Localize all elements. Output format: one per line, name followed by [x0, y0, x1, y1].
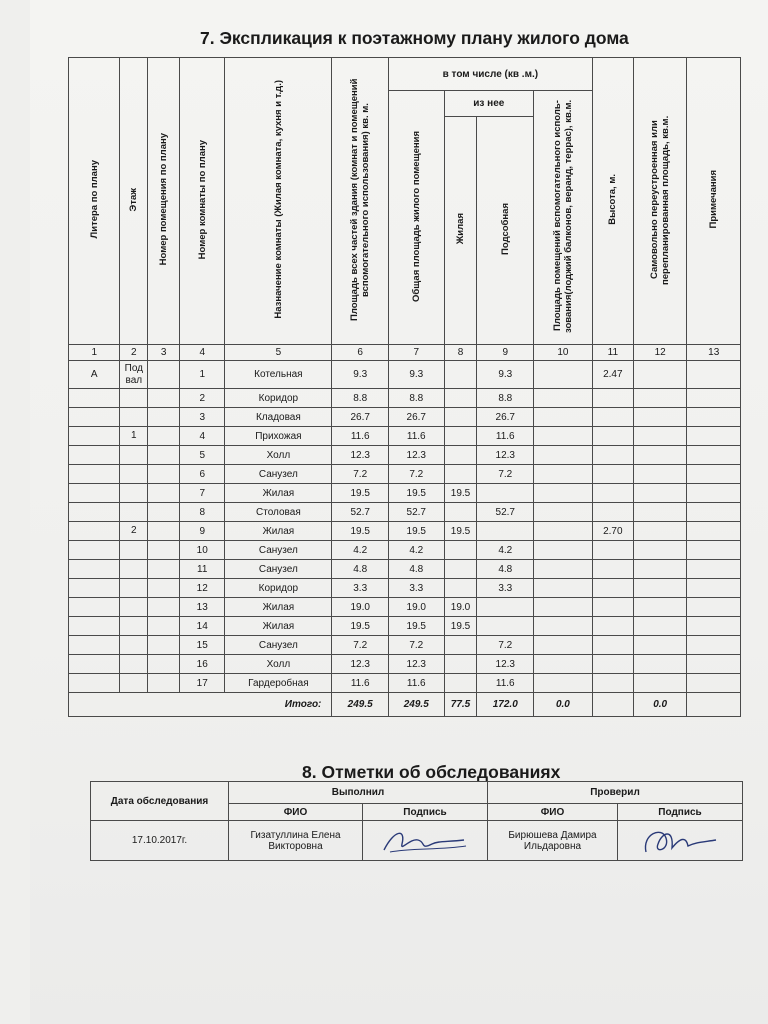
column-number-cell: 9 — [477, 345, 534, 361]
table-row — [69, 503, 741, 522]
utility-area-cell: 8.8 — [477, 389, 534, 408]
inspection-date: 17.10.2017г. — [91, 821, 229, 861]
room-number-cell: 10 — [180, 541, 225, 560]
living-area-cell — [444, 655, 477, 674]
floor-cell — [120, 617, 148, 636]
litera-cell — [69, 636, 120, 655]
room-name-cell: Санузел — [225, 636, 332, 655]
header-unauthorized: Самовольно переустроенная или перепланированная площадь, кв.м. — [633, 58, 687, 345]
room-name-cell: Санузел — [225, 560, 332, 579]
table-row — [69, 674, 741, 693]
totals-unauthorized-area: 0.0 — [633, 693, 687, 717]
room-number-cell: 12 — [180, 579, 225, 598]
explication-table — [68, 57, 741, 717]
totals-utility-area: 172.0 — [477, 693, 534, 717]
auxiliary-area-cell — [534, 636, 593, 655]
general-area-cell: 26.7 — [388, 408, 444, 427]
utility-area-cell: 52.7 — [477, 503, 534, 522]
table-row — [69, 427, 741, 446]
utility-area-cell — [477, 617, 534, 636]
room-number-cell: 7 — [180, 484, 225, 503]
header-total-area: Площадь всех частей здания (комнат и помещений вспомогательного использования) кв. м. — [332, 58, 389, 345]
column-number-cell: 12 — [633, 345, 687, 361]
premise-cell — [148, 427, 180, 446]
table-row — [69, 465, 741, 484]
litera-cell — [69, 389, 120, 408]
room-name-cell: Санузел — [225, 465, 332, 484]
column-number-cell: 11 — [592, 345, 633, 361]
total-area-cell: 19.5 — [332, 522, 389, 541]
litera-cell — [69, 674, 120, 693]
unauthorized-cell — [633, 361, 687, 389]
header-room-number: Номер комнаты по плану — [180, 58, 225, 345]
auxiliary-area-cell — [534, 484, 593, 503]
unauthorized-cell — [633, 674, 687, 693]
premise-cell — [148, 503, 180, 522]
performed-header: Выполнил — [229, 782, 488, 804]
room-name-cell: Санузел — [225, 541, 332, 560]
premise-cell — [148, 579, 180, 598]
notes-cell — [687, 389, 741, 408]
living-area-cell — [444, 636, 477, 655]
table-row — [69, 389, 741, 408]
total-area-cell: 9.3 — [332, 361, 389, 389]
totals-total-area: 249.5 — [332, 693, 389, 717]
utility-area-cell: 7.2 — [477, 465, 534, 484]
litera-cell — [69, 560, 120, 579]
notes-cell — [687, 560, 741, 579]
performer-name: Гизатуллина Елена Викторовна — [229, 821, 363, 861]
height-cell: 2.70 — [592, 522, 633, 541]
room-name-cell: Кладовая — [225, 408, 332, 427]
living-area-cell: 19.5 — [444, 617, 477, 636]
height-cell — [592, 484, 633, 503]
floor-cell — [120, 446, 148, 465]
performer-fio-label: ФИО — [229, 804, 363, 821]
header-auxiliary-area: Площадь помещений вспомогательного исполь- зования(лоджий балконов, веранд, террас), кв.м. — [534, 91, 593, 345]
column-number-cell: 13 — [687, 345, 741, 361]
table-row — [69, 598, 741, 617]
floor-cell — [120, 541, 148, 560]
premise-cell — [148, 560, 180, 579]
unauthorized-cell — [633, 503, 687, 522]
header-notes: Примечания — [687, 58, 741, 345]
room-name-cell: Столовая — [225, 503, 332, 522]
auxiliary-area-cell — [534, 427, 593, 446]
table-row — [69, 361, 741, 389]
column-number-cell: 5 — [225, 345, 332, 361]
height-cell — [592, 636, 633, 655]
column-number-cell: 1 — [69, 345, 120, 361]
checker-fio-label: ФИО — [488, 804, 618, 821]
height-cell — [592, 617, 633, 636]
notes-cell — [687, 465, 741, 484]
living-area-cell — [444, 408, 477, 427]
room-name-cell: Коридор — [225, 579, 332, 598]
general-area-cell: 19.5 — [388, 617, 444, 636]
notes-cell — [687, 427, 741, 446]
notes-cell — [687, 636, 741, 655]
checked-header: Проверил — [488, 782, 743, 804]
checker-signature — [618, 821, 743, 861]
header-litera: Литера по плану — [69, 58, 120, 345]
room-number-cell: 2 — [180, 389, 225, 408]
header-premise-number: Номер помещения по плану — [148, 58, 180, 345]
column-number-cell: 10 — [534, 345, 593, 361]
litera-cell — [69, 579, 120, 598]
room-name-cell: Прихожая — [225, 427, 332, 446]
litera-cell: А — [69, 361, 120, 389]
floor-cell — [120, 389, 148, 408]
utility-area-cell: 4.8 — [477, 560, 534, 579]
general-area-cell: 4.2 — [388, 541, 444, 560]
header-utility: Подсобная — [477, 117, 534, 345]
notes-cell — [687, 655, 741, 674]
totals-label: Итого: — [69, 693, 332, 717]
table-row — [69, 636, 741, 655]
total-area-cell: 19.0 — [332, 598, 389, 617]
living-area-cell — [444, 446, 477, 465]
floor-cell — [120, 408, 148, 427]
notes-cell — [687, 408, 741, 427]
auxiliary-area-cell — [534, 541, 593, 560]
floor-cell — [120, 503, 148, 522]
room-number-cell: 16 — [180, 655, 225, 674]
premise-cell — [148, 484, 180, 503]
general-area-cell: 7.2 — [388, 636, 444, 655]
floor-cell: Под вал — [120, 361, 148, 389]
total-area-cell: 8.8 — [332, 389, 389, 408]
unauthorized-cell — [633, 522, 687, 541]
auxiliary-area-cell — [534, 617, 593, 636]
unauthorized-cell — [633, 408, 687, 427]
living-area-cell — [444, 465, 477, 484]
room-number-cell: 8 — [180, 503, 225, 522]
utility-area-cell — [477, 598, 534, 617]
utility-area-cell — [477, 522, 534, 541]
room-name-cell: Жилая — [225, 484, 332, 503]
litera-cell — [69, 617, 120, 636]
column-numbers-row — [69, 345, 741, 361]
living-area-cell — [444, 361, 477, 389]
checker-signature-label: Подпись — [618, 804, 743, 821]
living-area-cell — [444, 560, 477, 579]
general-area-cell: 52.7 — [388, 503, 444, 522]
utility-area-cell: 12.3 — [477, 655, 534, 674]
total-area-cell: 11.6 — [332, 427, 389, 446]
room-number-cell: 5 — [180, 446, 225, 465]
performer-signature — [363, 821, 488, 861]
room-number-cell: 4 — [180, 427, 225, 446]
litera-cell — [69, 465, 120, 484]
litera-cell — [69, 503, 120, 522]
height-cell — [592, 674, 633, 693]
living-area-cell — [444, 674, 477, 693]
height-cell — [592, 503, 633, 522]
general-area-cell: 3.3 — [388, 579, 444, 598]
notes-cell — [687, 503, 741, 522]
utility-area-cell: 12.3 — [477, 446, 534, 465]
litera-cell — [69, 598, 120, 617]
room-number-cell: 13 — [180, 598, 225, 617]
section8-title: 8. Отметки об обследованиях — [302, 762, 561, 782]
auxiliary-area-cell — [534, 389, 593, 408]
section7-title: 7. Экспликация к поэтажному плану жилого дома — [200, 28, 629, 48]
header-floor: Этаж — [120, 58, 148, 345]
premise-cell — [148, 361, 180, 389]
room-name-cell: Гардеробная — [225, 674, 332, 693]
premise-cell — [148, 674, 180, 693]
table-row — [69, 560, 741, 579]
table-row — [69, 617, 741, 636]
general-area-cell: 7.2 — [388, 465, 444, 484]
column-number-cell: 7 — [388, 345, 444, 361]
unauthorized-cell — [633, 446, 687, 465]
unauthorized-cell — [633, 655, 687, 674]
total-area-cell: 19.5 — [332, 484, 389, 503]
header-general-area: Общая площадь жилого помещения — [388, 91, 444, 345]
height-cell — [592, 541, 633, 560]
height-cell — [592, 579, 633, 598]
room-name-cell: Жилая — [225, 617, 332, 636]
unauthorized-cell — [633, 617, 687, 636]
table-row — [69, 408, 741, 427]
unauthorized-cell — [633, 541, 687, 560]
premise-cell — [148, 389, 180, 408]
room-name-cell: Холл — [225, 655, 332, 674]
auxiliary-area-cell — [534, 503, 593, 522]
living-area-cell: 19.5 — [444, 484, 477, 503]
room-name-cell: Котельная — [225, 361, 332, 389]
height-cell — [592, 560, 633, 579]
litera-cell — [69, 446, 120, 465]
auxiliary-area-cell — [534, 674, 593, 693]
floor-cell: 2 — [120, 522, 148, 541]
general-area-cell: 19.5 — [388, 522, 444, 541]
premise-cell — [148, 636, 180, 655]
auxiliary-area-cell — [534, 408, 593, 427]
utility-area-cell: 11.6 — [477, 427, 534, 446]
room-number-cell: 15 — [180, 636, 225, 655]
unauthorized-cell — [633, 427, 687, 446]
height-cell — [592, 465, 633, 484]
header-room-purpose: Назначение комнаты (Жилая комната, кухня и т.д.) — [225, 58, 332, 345]
utility-area-cell: 3.3 — [477, 579, 534, 598]
notes-cell — [687, 361, 741, 389]
auxiliary-area-cell — [534, 579, 593, 598]
table-row — [69, 655, 741, 674]
floor-cell — [120, 598, 148, 617]
total-area-cell: 12.3 — [332, 446, 389, 465]
premise-cell — [148, 655, 180, 674]
inspection-table — [90, 781, 743, 861]
performer-signature-label: Подпись — [363, 804, 488, 821]
totals-auxiliary-area: 0.0 — [534, 693, 593, 717]
floor-cell — [120, 579, 148, 598]
room-number-cell: 14 — [180, 617, 225, 636]
general-area-cell: 19.0 — [388, 598, 444, 617]
checker-name: Бирюшева Дамира Ильдаровна — [488, 821, 618, 861]
table-row — [69, 484, 741, 503]
utility-area-cell — [477, 484, 534, 503]
auxiliary-area-cell — [534, 465, 593, 484]
unauthorized-cell — [633, 484, 687, 503]
table-row — [69, 446, 741, 465]
totals-living-area: 77.5 — [444, 693, 477, 717]
general-area-cell: 4.8 — [388, 560, 444, 579]
living-area-cell — [444, 579, 477, 598]
auxiliary-area-cell — [534, 446, 593, 465]
notes-cell — [687, 579, 741, 598]
column-number-cell: 4 — [180, 345, 225, 361]
total-area-cell: 4.2 — [332, 541, 389, 560]
utility-area-cell: 7.2 — [477, 636, 534, 655]
premise-cell — [148, 465, 180, 484]
utility-area-cell: 9.3 — [477, 361, 534, 389]
living-area-cell — [444, 541, 477, 560]
litera-cell — [69, 408, 120, 427]
table-row — [69, 541, 741, 560]
totals-row — [69, 693, 741, 717]
total-area-cell: 4.8 — [332, 560, 389, 579]
room-number-cell: 17 — [180, 674, 225, 693]
auxiliary-area-cell — [534, 522, 593, 541]
unauthorized-cell — [633, 598, 687, 617]
column-number-cell: 3 — [148, 345, 180, 361]
living-area-cell: 19.0 — [444, 598, 477, 617]
notes-cell — [687, 617, 741, 636]
utility-area-cell: 4.2 — [477, 541, 534, 560]
floor-cell — [120, 484, 148, 503]
premise-cell — [148, 541, 180, 560]
header-including: в том числе (кв .м.) — [388, 58, 592, 91]
general-area-cell: 9.3 — [388, 361, 444, 389]
unauthorized-cell — [633, 636, 687, 655]
general-area-cell: 19.5 — [388, 484, 444, 503]
floor-cell: 1 — [120, 427, 148, 446]
floor-cell — [120, 655, 148, 674]
room-name-cell: Жилая — [225, 598, 332, 617]
litera-cell — [69, 541, 120, 560]
premise-cell — [148, 408, 180, 427]
height-cell — [592, 655, 633, 674]
unauthorized-cell — [633, 579, 687, 598]
height-cell — [592, 408, 633, 427]
utility-area-cell: 26.7 — [477, 408, 534, 427]
floor-cell — [120, 465, 148, 484]
litera-cell — [69, 655, 120, 674]
auxiliary-area-cell — [534, 560, 593, 579]
notes-cell — [687, 541, 741, 560]
total-area-cell: 3.3 — [332, 579, 389, 598]
unauthorized-cell — [633, 465, 687, 484]
header-living: Жилая — [444, 117, 477, 345]
premise-cell — [148, 617, 180, 636]
premise-cell — [148, 522, 180, 541]
room-number-cell: 9 — [180, 522, 225, 541]
unauthorized-cell — [633, 560, 687, 579]
general-area-cell: 12.3 — [388, 655, 444, 674]
column-number-cell: 8 — [444, 345, 477, 361]
living-area-cell — [444, 427, 477, 446]
room-number-cell: 3 — [180, 408, 225, 427]
total-area-cell: 19.5 — [332, 617, 389, 636]
total-area-cell: 52.7 — [332, 503, 389, 522]
living-area-cell — [444, 503, 477, 522]
totals-general-area: 249.5 — [388, 693, 444, 717]
room-name-cell: Коридор — [225, 389, 332, 408]
litera-cell — [69, 522, 120, 541]
date-header: Дата обследования — [91, 782, 229, 821]
table-row — [69, 522, 741, 541]
total-area-cell: 7.2 — [332, 465, 389, 484]
litera-cell — [69, 484, 120, 503]
column-number-cell: 6 — [332, 345, 389, 361]
height-cell — [592, 389, 633, 408]
premise-cell — [148, 446, 180, 465]
general-area-cell: 11.6 — [388, 427, 444, 446]
premise-cell — [148, 598, 180, 617]
header-of-it: из нее — [444, 91, 534, 117]
auxiliary-area-cell — [534, 598, 593, 617]
room-name-cell: Жилая — [225, 522, 332, 541]
total-area-cell: 7.2 — [332, 636, 389, 655]
header-height: Высота, м. — [592, 58, 633, 345]
notes-cell — [687, 522, 741, 541]
total-area-cell: 11.6 — [332, 674, 389, 693]
table-row — [69, 579, 741, 598]
living-area-cell: 19.5 — [444, 522, 477, 541]
column-number-cell: 2 — [120, 345, 148, 361]
room-number-cell: 1 — [180, 361, 225, 389]
floor-cell — [120, 560, 148, 579]
auxiliary-area-cell — [534, 361, 593, 389]
height-cell — [592, 427, 633, 446]
height-cell: 2.47 — [592, 361, 633, 389]
room-name-cell: Холл — [225, 446, 332, 465]
floor-cell — [120, 674, 148, 693]
notes-cell — [687, 598, 741, 617]
room-number-cell: 6 — [180, 465, 225, 484]
floor-cell — [120, 636, 148, 655]
general-area-cell: 12.3 — [388, 446, 444, 465]
living-area-cell — [444, 389, 477, 408]
unauthorized-cell — [633, 389, 687, 408]
auxiliary-area-cell — [534, 655, 593, 674]
general-area-cell: 8.8 — [388, 389, 444, 408]
total-area-cell: 12.3 — [332, 655, 389, 674]
notes-cell — [687, 446, 741, 465]
general-area-cell: 11.6 — [388, 674, 444, 693]
height-cell — [592, 598, 633, 617]
utility-area-cell: 11.6 — [477, 674, 534, 693]
notes-cell — [687, 674, 741, 693]
notes-cell — [687, 484, 741, 503]
background-page-edge — [0, 0, 30, 1024]
room-number-cell: 11 — [180, 560, 225, 579]
total-area-cell: 26.7 — [332, 408, 389, 427]
height-cell — [592, 446, 633, 465]
litera-cell — [69, 427, 120, 446]
